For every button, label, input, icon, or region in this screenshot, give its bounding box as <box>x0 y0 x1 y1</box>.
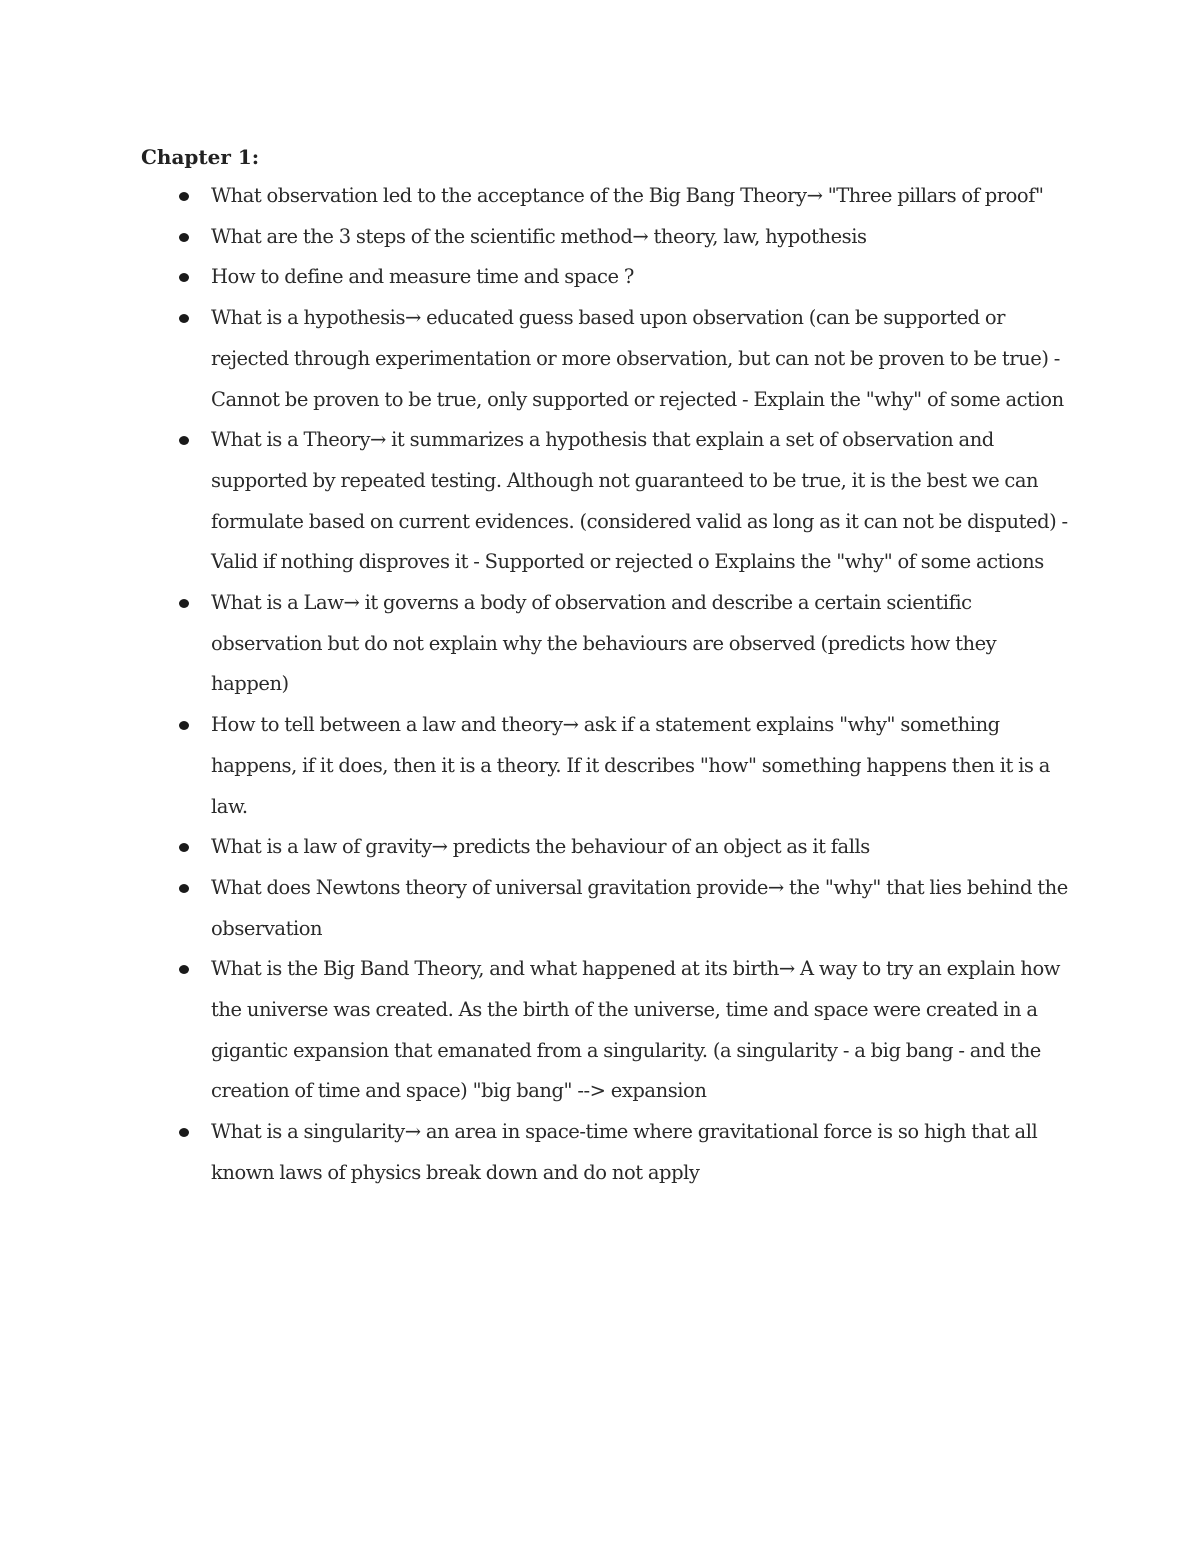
list-item <box>141 827 1070 868</box>
bullet-icon <box>179 233 189 242</box>
list-item-text: What is a Law→ it governs a body of observation and describe a certain scientific observation but do not explain why the behaviours are observed (predicts how they happen) <box>211 591 997 696</box>
bullet-icon <box>179 436 189 445</box>
list-item-text: What are the 3 steps of the scientific method→ theory, law, hypothesis <box>211 224 867 248</box>
bullet-icon <box>179 599 189 608</box>
list-item <box>141 1112 1070 1193</box>
chapter-heading: Chapter 1: <box>141 145 260 169</box>
bullet-icon <box>179 273 189 282</box>
bullet-icon <box>179 721 189 730</box>
list-item <box>141 298 1070 420</box>
list-item-text: What is the Big Band Theory, and what happened at its birth→ A way to try an explain how the universe was created. As the birth of the universe, time and space were created in a gigantic expansion that emanated from a singularity. (a singularity - a big bang - and the creation of time and space) "big bang" --> expansion <box>211 957 1061 1103</box>
list-item <box>141 868 1070 949</box>
list-item <box>141 705 1070 827</box>
list-item <box>141 257 1070 298</box>
list-item-text: What observation led to the acceptance of the Big Bang Theory→ "Three pillars of proof" <box>211 184 1044 207</box>
list-item-text: How to define and measure time and space ? <box>211 265 634 289</box>
bullet-icon <box>179 314 189 323</box>
list-item <box>141 420 1070 583</box>
list-item <box>141 176 1070 217</box>
list-item <box>141 583 1070 705</box>
bullet-icon <box>179 884 189 893</box>
question-list <box>141 176 1070 1194</box>
bullet-icon <box>179 1128 189 1137</box>
bullet-icon <box>179 843 189 852</box>
list-item-text: What is a singularity→ an area in space-time where gravitational force is so high that all known laws of physics break down and do not apply <box>211 1120 1038 1184</box>
list-item-text: What is a Theory→ it summarizes a hypothesis that explain a set of observation and supported by repeated testing. Although not guaranteed to be true, it is the best we can formulate based on current evidences. (considered valid as long as it can not be disputed) - Valid if nothing disproves it - Supported or rejected o Explains the "why" of some actions <box>211 428 1068 574</box>
list-item <box>141 217 1070 258</box>
list-item-text: What does Newtons theory of universal gravitation provide→ the "why" that lies behind the observation <box>211 875 1068 940</box>
bullet-icon <box>179 965 189 974</box>
list-item <box>141 949 1070 1112</box>
list-item-text: What is a hypothesis→ educated guess based upon observation (can be supported or rejected through experimentation or more observation, but can not be proven to be true) - Cannot be proven to be true, only supported or rejected - Explain the "why" of some action <box>211 306 1064 411</box>
bullet-icon <box>179 192 189 201</box>
list-item-text: What is a law of gravity→ predicts the behaviour of an object as it falls <box>211 835 870 859</box>
list-item-text: How to tell between a law and theory→ ask if a statement explains "why" something happens, if it does, then it is a theory. If it describes "how" something happens then it is a law. <box>211 713 1050 818</box>
